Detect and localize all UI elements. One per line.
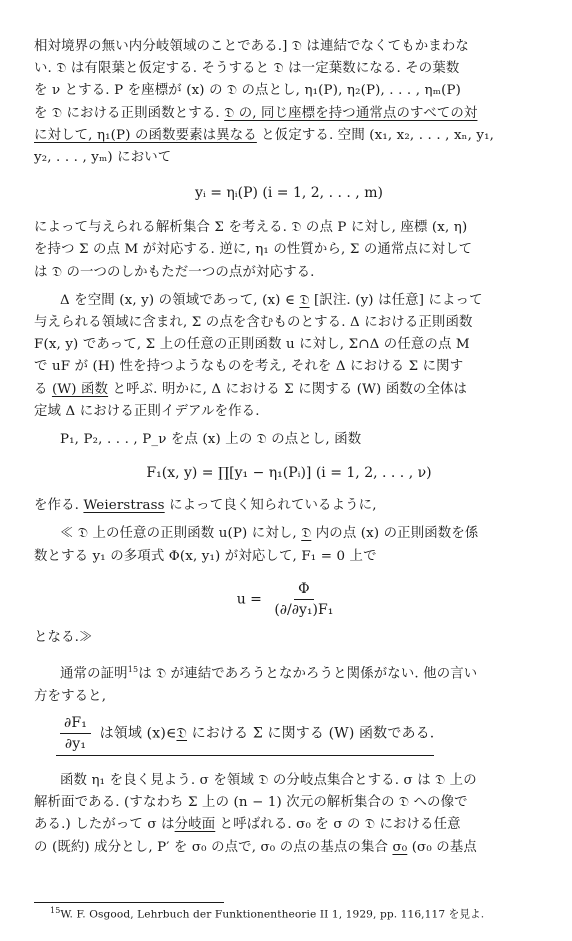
text-line: い. 𝔇 は有限葉と仮定する. そうすると 𝔇 は一定葉数になる. その葉数 xyxy=(34,61,460,77)
formula-u xyxy=(34,580,544,619)
text-line: る xyxy=(34,381,52,397)
underlined-phrase: に対して, η₁(P) の函数要素は異なる xyxy=(34,127,257,143)
underlined-symbol: 𝔇 xyxy=(301,526,312,542)
text-line: (σ₀ の基点 xyxy=(407,839,477,855)
underlined-phrase: 𝔇 の, 同じ座標を持つ通常点のすべての対 xyxy=(224,105,478,121)
paragraph-branch xyxy=(34,770,544,859)
fraction-denominator: (∂/∂y₁)F₁ xyxy=(274,601,334,618)
statement-text: は領域 (x)∈ xyxy=(99,725,177,742)
paragraph-proof xyxy=(34,659,544,708)
footnote-rule xyxy=(34,902,224,903)
text-line: 解析面である. (すなわち Σ 上の (n − 1) 次元の解析集合の 𝔇 への像で xyxy=(34,795,468,811)
statement-underline xyxy=(56,714,434,756)
text-line: の (既約) 成分とし, P′ を σ₀ の点で, σ₀ の点の基点の集合 xyxy=(34,839,393,855)
text-line: 数とする y₁ の多項式 Φ(x, y₁) が対応して, F₁ = 0 上で xyxy=(34,548,377,564)
footnote-ref: 15 xyxy=(127,665,139,675)
text-line: は 𝔇 が連結であろうとなかろうと関係がない. 他の言い xyxy=(138,666,478,682)
text-line: 方をすると, xyxy=(34,688,107,704)
paragraph-analytic-set xyxy=(34,217,544,284)
text-line: 函数 η₁ を良く見よう. σ を領域 𝔇 の分岐点集合とする. σ は 𝔇 上の xyxy=(60,772,477,788)
underlined-symbol: 𝔇 xyxy=(299,292,310,308)
text-line: と呼ぶ. 明かに, Δ における Σ に関する (W) 函数の全体は xyxy=(108,381,468,397)
document-body xyxy=(34,36,544,859)
text-line: 内の点 (x) の正則函数を係 xyxy=(311,526,479,542)
formula-lhs: u = xyxy=(236,591,262,608)
fraction-numerator: ∂F₁ xyxy=(60,714,91,734)
paragraph-weierstrass xyxy=(34,495,544,517)
text-line: 与えられる領域に含まれ, Σ の点を含むものとする. Δ における正則函数 xyxy=(34,315,473,331)
fraction xyxy=(60,714,91,753)
formula-yi: yᵢ = ηᵢ(P) (i = 1, 2, . . . , m) xyxy=(195,185,383,202)
text-line: と仮定する. 空間 (x₁, x₂, . . . , xₙ, y₁, xyxy=(256,127,495,143)
fraction-denominator: ∂y₁ xyxy=(64,735,87,752)
text-line: は 𝔇 の一つのしかもただ一つの点が対応する. xyxy=(34,264,315,280)
text-line: によって良く知られているように, xyxy=(164,498,377,514)
underlined-name: Weierstrass xyxy=(83,498,165,514)
text-line: [訳注. (y) は任意] によって xyxy=(309,292,483,308)
text-line: を 𝔇 における正則函数とする. xyxy=(34,105,225,121)
fraction xyxy=(270,580,337,619)
text-line: 通常の証明 xyxy=(60,666,128,682)
text-line: Δ を空間 (x, y) の領域であって, (x) ∈ xyxy=(60,292,300,308)
footnote-number: 15 xyxy=(50,906,61,915)
statement-text: における Σ に関する (W) 函数である. xyxy=(187,725,435,742)
text-line: 相対境界の無い内分岐領域のことである.] 𝔇 は連結でなくてもかまわな xyxy=(34,39,469,54)
text-line: F(x, y) であって, Σ 上の任意の正則函数 u に対し, Σ∩Δ の任意の点 M xyxy=(34,337,470,353)
text-line: 定域 Δ における正則イデアルを作る. xyxy=(34,403,260,419)
text-line: ある.) したがって σ は xyxy=(34,817,175,833)
paragraph-theorem xyxy=(34,523,544,567)
formula-f1: F₁(x, y) = ∏[y₁ − η₁(Pᵢ)] (i = 1, 2, . . . , ν) xyxy=(146,465,432,482)
text-line: を作る. xyxy=(34,498,84,514)
footnote-text: W. F. Osgood, Lehrbuch der Funktionentheorie II 1, 1929, pp. 116,117 を見よ. xyxy=(60,908,485,921)
text-line: によって与えられる解析集合 Σ を考える. 𝔇 の点 P に対し, 座標 (x, η) xyxy=(34,220,468,236)
text-line: を ν とする. P を座標が (x) の 𝔇 の点とし, η₁(P), η₂(P), . . . , ηₘ(P) xyxy=(34,83,462,99)
text-line: と呼ばれる. σ₀ を σ の 𝔇 における任意 xyxy=(215,817,461,833)
paragraph-points: P₁, P₂, . . . , P_ν を点 (x) 上の 𝔇 の点とし, 函数 xyxy=(60,432,362,448)
statement-boxed xyxy=(56,714,544,756)
text-line: y₂, . . . , yₘ) において xyxy=(34,150,172,166)
text-line: で uF が (H) 性を持つようなものを考え, それを Δ における Σ に関す xyxy=(34,359,464,375)
paragraph-delta xyxy=(34,290,544,423)
paragraph-end-quote: となる.≫ xyxy=(34,629,93,645)
underlined-symbol: σ₀ xyxy=(392,839,408,855)
text-line: ≪ 𝔇 上の任意の正則函数 u(P) に対し, xyxy=(60,526,302,542)
footnote xyxy=(50,906,484,922)
underlined-term: 分岐面 xyxy=(174,817,216,833)
underlined-symbol: 𝔇 xyxy=(176,725,188,742)
fraction-numerator: Φ xyxy=(294,580,313,600)
text-line: を持つ Σ の点 M が対応する. 逆に, η₁ の性質から, Σ の通常点に対して xyxy=(34,242,473,258)
underlined-term: (W) 函数 xyxy=(51,381,109,397)
paragraph-intro xyxy=(34,36,544,169)
